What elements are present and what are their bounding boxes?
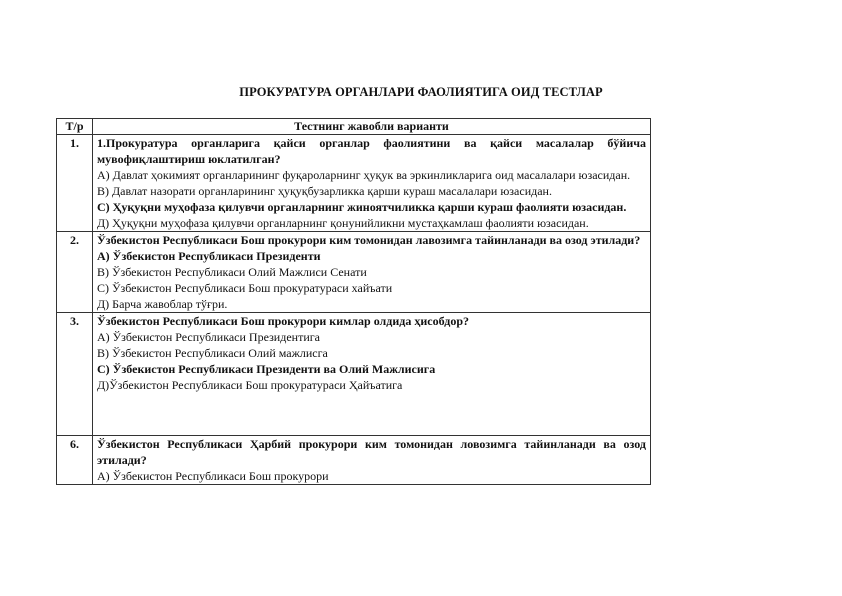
- answer-option: В) Давлат назорати органларининг ҳуқуқбузарликка қарши кураш масалалари юзасидан.: [97, 184, 552, 198]
- table-row: [57, 232, 651, 313]
- answer-option: А) Ўзбекистон Республикаси Бош прокурори: [97, 469, 329, 483]
- question-cell: [93, 313, 651, 436]
- question-text: Ўзбекистон Республикаси Бош прокурори кимлар олдида ҳисобдор?: [97, 314, 470, 328]
- table-row: [57, 313, 651, 436]
- table-header-row: [57, 119, 651, 135]
- answer-option: А) Давлат ҳокимият органларининг фуқароларнинг ҳуқук ва эркинликларига оид масалалари юзасидан.: [97, 168, 631, 182]
- question-text: Ўзбекистон Республикаси Ҳарбий прокурори ким томонидан ловозимга тайинланади ва озод этилади?: [97, 437, 646, 467]
- question-cell: [93, 436, 651, 485]
- question-number: 2.: [57, 232, 93, 313]
- answer-option: В) Ўзбекистон Республикаси Олий Мажлиси Сенати: [97, 265, 367, 279]
- question-cell: [93, 232, 651, 313]
- correct-answer-option: С) Ўзбекистон Республикаси Президенти ва Олий Мажлисига: [97, 362, 436, 376]
- table-row: [57, 135, 651, 232]
- correct-answer-option: С) Ҳуқуқни муҳофаза қилувчи органларнинг жиноятчиликка қарши кураш фаолияти юзасидан.: [97, 200, 627, 214]
- answer-option: Д) Ҳуқуқни муҳофаза қилувчи органларнинг қонунийликни мустаҳкамлаш фаолияти юзасидан.: [97, 216, 589, 230]
- answer-option: Д) Барча жавоблар тўғри.: [97, 297, 228, 311]
- question-text: Ўзбекистон Республикаси Бош прокурори ким томонидан лавозимга тайинланади ва озод этилади?: [97, 233, 641, 247]
- correct-answer-option: А) Ўзбекистон Республикаси Президенти: [97, 249, 321, 263]
- header-number: Т/р: [57, 119, 93, 135]
- question-text: 1.Прокуратура органларига қайси органлар фаолиятини ва қайси масалалар бўйича мувофиқлаштириш юклатилган?: [97, 136, 646, 166]
- answer-option: Д)Ўзбекистон Республикаси Бош прокуратураси Ҳайъатига: [97, 378, 403, 392]
- answer-option: С) Ўзбекистон Республикаси Бош прокуратураси хайъати: [97, 281, 393, 295]
- test-table: [56, 118, 651, 485]
- header-answer-variants: Тестнинг жавобли варианти: [93, 119, 651, 135]
- table-row: [57, 436, 651, 485]
- question-number: 1.: [57, 135, 93, 232]
- answer-option: А) Ўзбекистон Республикаси Президентига: [97, 330, 320, 344]
- question-number: 6.: [57, 436, 93, 485]
- question-cell: [93, 135, 651, 232]
- question-number: 3.: [57, 313, 93, 436]
- page-title: ПРОКУРАТУРА ОРГАНЛАРИ ФАОЛИЯТИГА ОИД ТЕСТЛАР: [239, 85, 603, 99]
- answer-option: В) Ўзбекистон Республикаси Олий мажлисга: [97, 346, 328, 360]
